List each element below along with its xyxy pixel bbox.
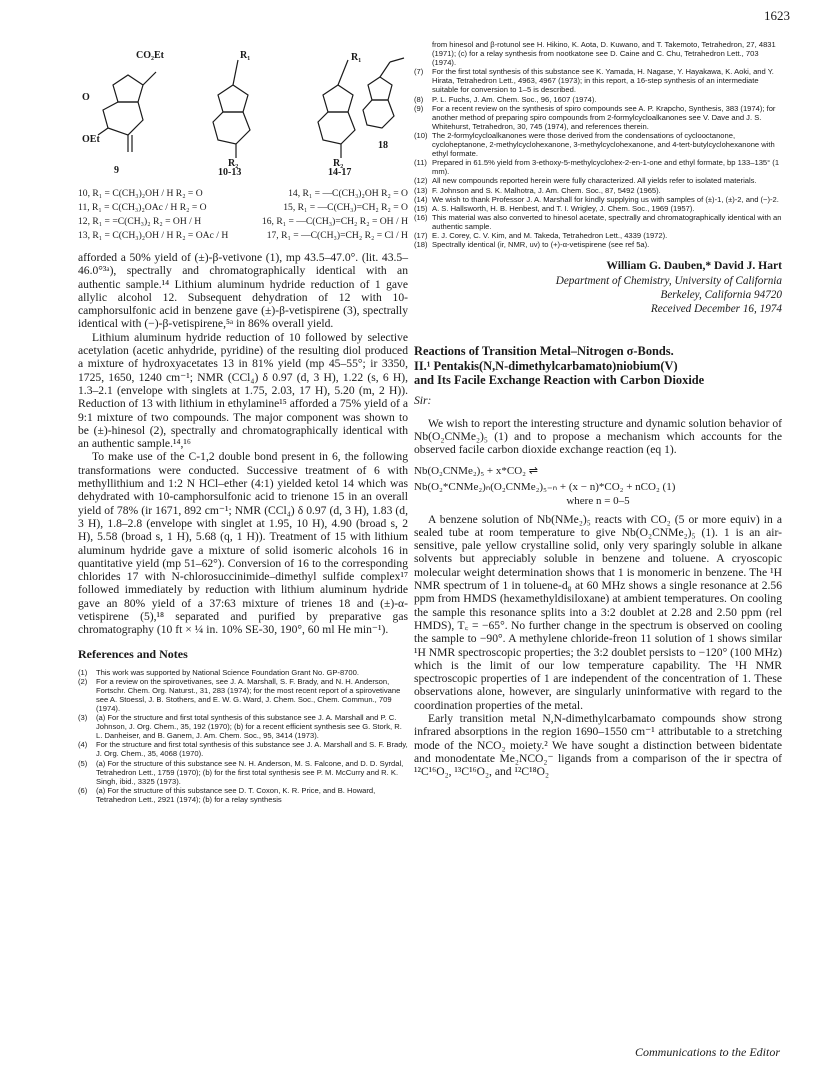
reference-item (414, 213, 782, 231)
compound-formula: 14, R₁ = —C(CH₃)₂OH R₂ = O (288, 188, 408, 199)
reference-text: For the first total synthesis of this substance see K. Yamada, H. Nagase, Y. Hayakawa, K. Aoki, and Y. Hirata, Tetrahedron Lett., 4963, 4967 (1973); in this report, a 16-step synthesis of an intermediate suitable for conversion to 1–5 is described. (432, 67, 774, 95)
equation-line: Nb(O₂*CNMe₂)ₙ(O₂CNMe₂)₅₋ₙ + (x − n)*CO₂ + nCO₂ (1) (414, 480, 676, 493)
article-title-line: Reactions of Transition Metal–Nitrogen σ-Bonds. (414, 344, 674, 359)
reference-text: (a) For the structure of this substance see N. H. Anderson, M. S. Falcone, and D. D. Syrdal, Tetrahedron Lett., 1759 (1970); (b) for the first total synthesis see P. M. McCurry and R. K. Singh, ibid., 3325 (1973). (96, 758, 404, 786)
reference-text: Prepared in 61.5% yield from 3-ethoxy-5-methylcyclohex-2-en-1-one and ethyl formate, bp 133–135° (1 mm). (432, 158, 780, 177)
compound-label: 9 (114, 165, 119, 176)
compound-label: 18 (378, 140, 388, 151)
reference-item (78, 713, 408, 740)
body-paragraph: afforded a 50% yield of (±)-β-vetivone (1), mp 43.5–47.0°. (lit. 43.5–46.0°³ᵃ), spectrally and chromatographically identical with an authentic sample.¹⁴ Lithium aluminum hydride reduction of 1 gave allylic alcohol 12. Subsequent dehydration of 12 with 10-camphorsulfonic acid in benzene gave (±)-β-vetispirene (3), spectrally identical with (−)-β-vetispirene,⁵ᵃ in 86% overall yield. (78, 251, 408, 331)
reference-item (414, 176, 782, 185)
substituent-label: O (82, 92, 90, 103)
compound-formula: 12, R₁ = =C(CH₃)₂ R₂ = OH / H (78, 216, 202, 227)
reference-item (78, 786, 408, 804)
article-title-line: and Its Facile Exchange Reaction with Carbon Dioxide (414, 373, 705, 388)
reference-text: This work was supported by National Science Foundation Grant No. GP-8700. (96, 667, 359, 677)
reference-text: For the structure and first total synthesis of this substance see J. A. Marshall and S. F. Brady, J. Org. Chem., 35, 4068 (1970). (96, 740, 408, 759)
reference-item (414, 231, 782, 240)
substituent-label: R₂ (333, 158, 344, 169)
compound-formula: 11, R₁ = C(CH₃)₂OAc / H R₂ = O (78, 202, 207, 213)
substituent-label: OEt (82, 134, 100, 145)
reference-text: A. S. Hallsworth, H. B. Henbest, and T. I. Wrigley, J. Chem. Soc., 1969 (1957). (432, 203, 695, 213)
reference-number: (6) (78, 785, 88, 795)
reference-text: P. L. Fuchs, J. Am. Chem. Soc., 96, 1607 (1974). (432, 94, 597, 104)
reference-number: (14) (414, 194, 428, 204)
right-column (414, 40, 782, 778)
reference-number: (18) (414, 240, 428, 250)
reference-number: (9) (414, 103, 424, 113)
reference-item (414, 240, 782, 249)
reference-item (414, 40, 782, 67)
compound-formula: 16, R₁ = —C(CH₃)=CH₂ R₂ = OH / H (261, 216, 408, 227)
reference-item (414, 195, 782, 204)
compound-label: 14-17 (328, 167, 352, 178)
page-footer: Communications to the Editor (635, 1045, 780, 1059)
compound-row (78, 188, 408, 199)
reference-text: This material was also converted to hinesol acetate, spectrally and chromatographically identical with an authentic sample. (432, 212, 782, 231)
reference-item (414, 67, 782, 94)
equation-condition: where n = 0–5 (566, 494, 630, 507)
signature-authors: William G. Dauben,* David J. Hart (606, 259, 782, 273)
reference-number: (12) (414, 176, 428, 186)
compound-row (78, 216, 408, 227)
left-column (78, 40, 408, 804)
salutation: Sir: (414, 393, 432, 407)
reference-number: (1) (78, 667, 88, 677)
article-title-line: II.¹ Pentakis(N,N-dimethylcarbamato)niobium(V) (414, 358, 678, 373)
reference-text: For a review on the spirovetivanes, see J. A. Marshall, S. F. Brady, and N. H. Anderson, Fortschr. Chem. Org. Naturst., 31, 283 (1974); for the most recent report of a spirovetivane see A. Stoessl, J. B. Stothers, and E. W. G. Ward, J. Chem. Soc., Chem. Commun., 709 (1974). (96, 676, 401, 713)
reference-item (414, 104, 782, 131)
structure-figure (78, 40, 408, 180)
reference-number: (15) (414, 203, 428, 213)
substituent-label: R₁ (240, 50, 251, 61)
reference-number: (10) (414, 130, 428, 140)
reference-number: (11) (414, 158, 427, 168)
reference-number: (8) (414, 94, 424, 104)
references-list-left (78, 668, 408, 804)
reference-number: (3) (78, 713, 88, 723)
equation-line: Nb(O₂CNMe₂)₅ + x*CO₂ ⇌ (414, 464, 538, 477)
compound-formula: 13, R₁ = C(CH₃)₂OH / H R₂ = OAc / H (78, 230, 229, 241)
compound-formula: 15, R₁ = —C(CH₃)=CH₂ R₂ = O (283, 202, 408, 213)
reference-item (78, 759, 408, 786)
reference-text: All new compounds reported herein were fully characterized. All yields refer to isolated materials. (432, 176, 757, 186)
references-list-right (414, 40, 782, 249)
reference-text: For a recent review on the synthesis of spiro compounds see A. P. Krapcho, Synthesis, 383 (1974); for another method of preparing spiro compounds from 2-formylcycloalkanones see V. Dave and J. S. Whitehurst, Tetrahedron, 30, 745 (1974), and references therein. (432, 103, 776, 131)
reference-item (414, 204, 782, 213)
reference-text: The 2-formylcycloalkanones were those derived from the condensations of cyclooctanone, cycloheptanone, 2-methylcyclohexanone, 3-methylcyclohexanone, and 4-tert-butylcyclohexanone with ethyl formate. (432, 130, 775, 159)
reference-item (78, 677, 408, 713)
reference-number: (17) (414, 230, 428, 240)
reference-text: Spectrally identical (ir, NMR, uv) to (+)-α-vetispirene (see ref 5a). (432, 240, 650, 250)
reference-number: (2) (78, 676, 88, 686)
reference-number: (16) (414, 212, 428, 222)
reference-item (78, 668, 408, 677)
reference-item (414, 95, 782, 104)
body-paragraph: Lithium aluminum hydride reduction of 10 followed by selective acetylation (acetic anhydride, pyridine) of the resulting diol produced a mixture of hydroxyacetates 13 in 81% yield (mp 45–55°; ir 3350, 1725, 1650, 1240 cm⁻¹; NMR (CCl₄) δ 0.97 (d, 3 H), 1.22 (s, 6 H), 1.3–2.1 (envelope with singlets at 1.75, 2.03, 17 H), 5.20 (m, 2 H)). Reduction of 13 with lithium in ethylamine¹⁵ afforded a 75% yield of a 9:1 mixture of two compounds. The major component was shown to be (±)-hinesol (2), spectrally and chromatographically identical with an authentic sample.¹⁴,¹⁶ (78, 330, 408, 451)
references-heading: References and Notes (78, 646, 188, 661)
signature-city: Berkeley, California 94720 (660, 289, 782, 302)
compound-row (78, 202, 408, 213)
reference-text: (a) For the structure and first total synthesis of this substance see J. A. Marshall and P. C. Johnson, J. Org. Chem., 35, 192 (1970); (b) for a recent efficient synthesis see G. Stork, R. L. Danheiser, and B. Ganem, J. Am. Chem. Soc., 95, 3414 (1973). (96, 713, 402, 741)
reference-item (414, 186, 782, 195)
reference-item (414, 158, 782, 176)
reference-text: from hinesol and β-rotunol see H. Hikino, K. Aota, D. Kuwano, and T. Takemoto, Tetrahedron, 27, 4831 (1971); (c) for a relay synthesis from nootkatone see D. Caine and C. Chu, Tetrahedron Lett., 703 (1974). (432, 40, 776, 68)
reference-text: E. J. Corey, C. V. Kim, and M. Takeda, Tetrahedron Lett., 4339 (1972). (432, 230, 668, 240)
article-title (414, 344, 782, 388)
body-paragraph: We wish to report the interesting structure and dynamic solution behavior of Nb(O₂CNMe₂)₅ (1) and to propose a mechanism which accounts for the observed facile carbon dioxide exchange reaction (eq 1). (414, 416, 782, 457)
substituent-label: R₁ (351, 52, 362, 63)
reference-item (78, 740, 408, 758)
reference-text: F. Johnson and S. K. Malhotra, J. Am. Chem. Soc., 87, 5492 (1965). (432, 185, 661, 195)
reference-number: (5) (78, 758, 88, 768)
body-paragraph: A benzene solution of Nb(NMe₂)₅ reacts with CO₂ (5 or more equiv) in a sealed tube at room temperature to give Nb(O₂CNMe₂)₅ (1). 1 is an air-sensitive, pale yellow crystalline solid, only very sparingly soluble in alkane solvents but appreciably soluble in benzene and toluene. A cryoscopic molecular weight determination shows that 1 is monomeric in benzene. The ¹H NMR spectrum of 1 in toluene-d₈ at 60 MHz shows a single resonance at 2.56 ppm from HMDS (hexamethyldisiloxane) at ambient temperatures. On cooling the sample this resonance splits into a 3:2 doublet at 2.28 and 2.50 ppm (rel HMDS), T꜀ = −65°. No further change in the spectrum is observed on cooling the sample to −90°. A methylene chloride-freon 11 solution of 1 shows similar ¹H NMR spectroscopic properties; the 3:2 doublet persists to −120° (100 MHz) which is the limit of our low temperature capability. The ¹H NMR spectroscopic properties of 1 are independent of the concentration of 1. These observations alone, however, are singularly uninformative with regard to the coordination properties of the metal. (414, 512, 782, 712)
reference-number: (13) (414, 185, 428, 195)
signature-received: Received December 16, 1974 (650, 303, 782, 316)
compound-row (78, 230, 408, 241)
page-number: 1623 (764, 8, 790, 23)
reference-item (414, 131, 782, 158)
reference-number (414, 40, 432, 67)
body-paragraph: Early transition metal N,N-dimethylcarbamato compounds show strong infrared absorptions in the region 1690–1550 cm⁻¹ attributable to a stretching mode of the NCO₂ moiety.² We have sought a distinction between bidentate and monodentate Me₂NCO₂⁻ ligands from a comparison of the ir spectra of ¹²C¹⁶O₂, ¹³C¹⁶O₂, and ¹²C¹⁸O₂ (414, 712, 782, 779)
compound-table (78, 188, 408, 241)
body-paragraph: To make use of the C-1,2 double bond present in 6, the following transformations were conducted. Successive treatment of 6 with methyllithium and 1:2 N HCl–ether (4:1) yielded ketol 14 which was dehydrated with 10-camphorsulfonic acid to trienone 15 in an overall yield of 78% (ir 1671, 892 cm⁻¹; NMR (CCl₄) δ 0.97 (d, 3 H), 1.83 (d, 3 H), 1.8–2.8 (envelope with singlet at 1.95, 10 H), 4.90 (broad s, 2 H), 5.58 (broad s, 1 H), 5.68 (q, 1 H)). Treatment of 15 with lithium aluminum hydride gave a mixture of solid isomeric alcohols 16 in quantitative yield (mp 51–62°). Conversion of 16 to the corresponding chlorides 17 with N-chlorosuccinimide–dimethyl sulfide complex¹⁷ followed immediately by reduction with lithium aluminum hydride gave an 80% yield of a 37:63 mixture of trienes 18 and (±)-α-vetispirene (5),¹⁸ separated and purified by preparative gas chromatography (10 ft × ¼ in. 10% SE-30, 190°, 60 ml He min⁻¹). (78, 450, 408, 637)
reference-number: (4) (78, 740, 88, 750)
substituent-label: CO₂Et (136, 50, 164, 61)
substituent-label: R₂ (228, 158, 239, 169)
reference-text: (a) For the structure of this substance see D. T. Coxon, K. R. Price, and B. Howard, Tetrahedron Lett., 2921 (1974); (b) for a relay synthesis (96, 785, 376, 804)
reference-number: (7) (414, 67, 424, 77)
compound-label: 10-13 (218, 167, 242, 178)
compound-formula: 10, R₁ = C(CH₃)₂OH / H R₂ = O (78, 188, 203, 199)
compound-formula: 17, R₁ = —C(CH₃)=CH₂ R₂ = Cl / H (266, 230, 408, 241)
signature-department: Department of Chemistry, University of California (555, 275, 782, 288)
reference-text: We wish to thank Professor J. A. Marshall for kindly supplying us with samples of (±)-1, (±)-2, and (−)-2. (432, 194, 779, 204)
